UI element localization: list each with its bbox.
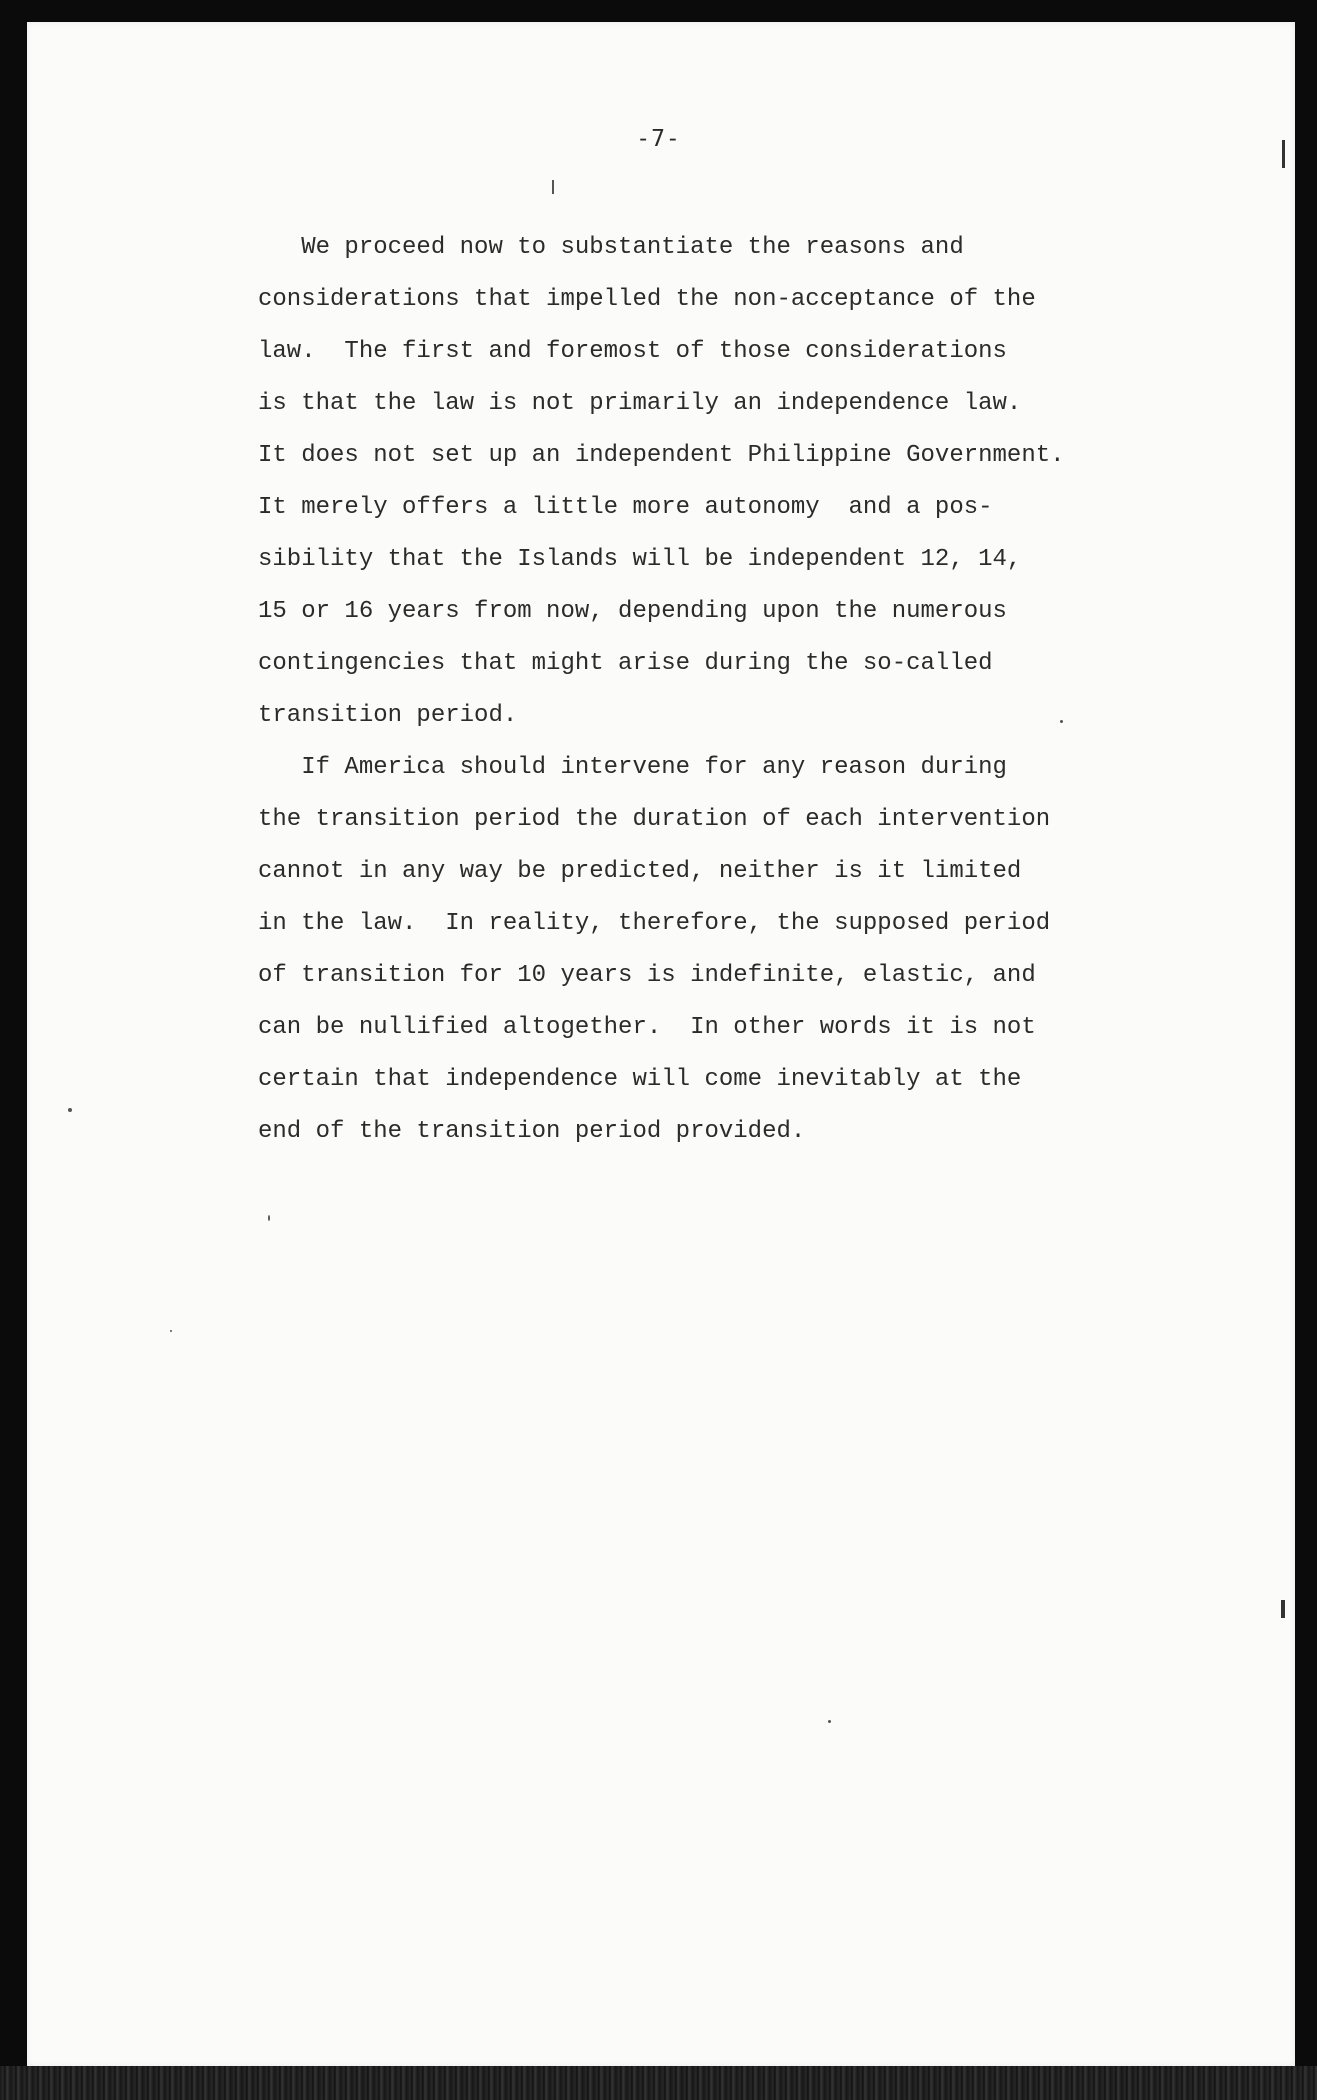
scan-border-noise [0,2066,1317,2100]
dust-speck [268,1215,270,1221]
text-line: in the law. In reality, therefore, the supposed period [258,910,1051,937]
text-line: cannot in any way be predicted, neither is it limited [258,858,1022,885]
dust-speck [170,1330,172,1332]
text-line: law. The first and foremost of those considerations [258,338,1007,365]
text-line: considerations that impelled the non-acceptance of the [258,286,1036,313]
paragraph [258,742,1158,1158]
text-line: sibility that the Islands will be independent 12, 14, [258,546,1022,573]
text-line: contingencies that might arise during the so-called [258,650,993,677]
dust-speck [68,1108,72,1112]
text-line: certain that independence will come inevitably at the [258,1066,1022,1093]
text-line: is that the law is not primarily an independence law. [258,390,1022,417]
document-body [258,222,1158,1158]
page-edge-mark [1281,1600,1285,1618]
text-line: end of the transition period provided. [258,1118,806,1145]
dust-speck [828,1720,831,1723]
text-line: We proceed now to substantiate the reasons and [258,234,964,261]
text-line: of transition for 10 years is indefinite, elastic, and [258,962,1036,989]
dust-speck [552,180,554,194]
text-line: It does not set up an independent Philippine Government. [258,442,1065,469]
page-number: -7- [636,126,681,152]
text-line: If America should intervene for any reason during [258,754,1007,781]
text-line: transition period. [258,702,518,729]
text-line: It merely offers a little more autonomy and a pos- [258,494,993,521]
paragraph [258,222,1158,742]
text-line: can be nullified altogether. In other words it is not [258,1014,1036,1041]
text-line: 15 or 16 years from now, depending upon the numerous [258,598,1007,625]
text-line: the transition period the duration of each intervention [258,806,1051,833]
